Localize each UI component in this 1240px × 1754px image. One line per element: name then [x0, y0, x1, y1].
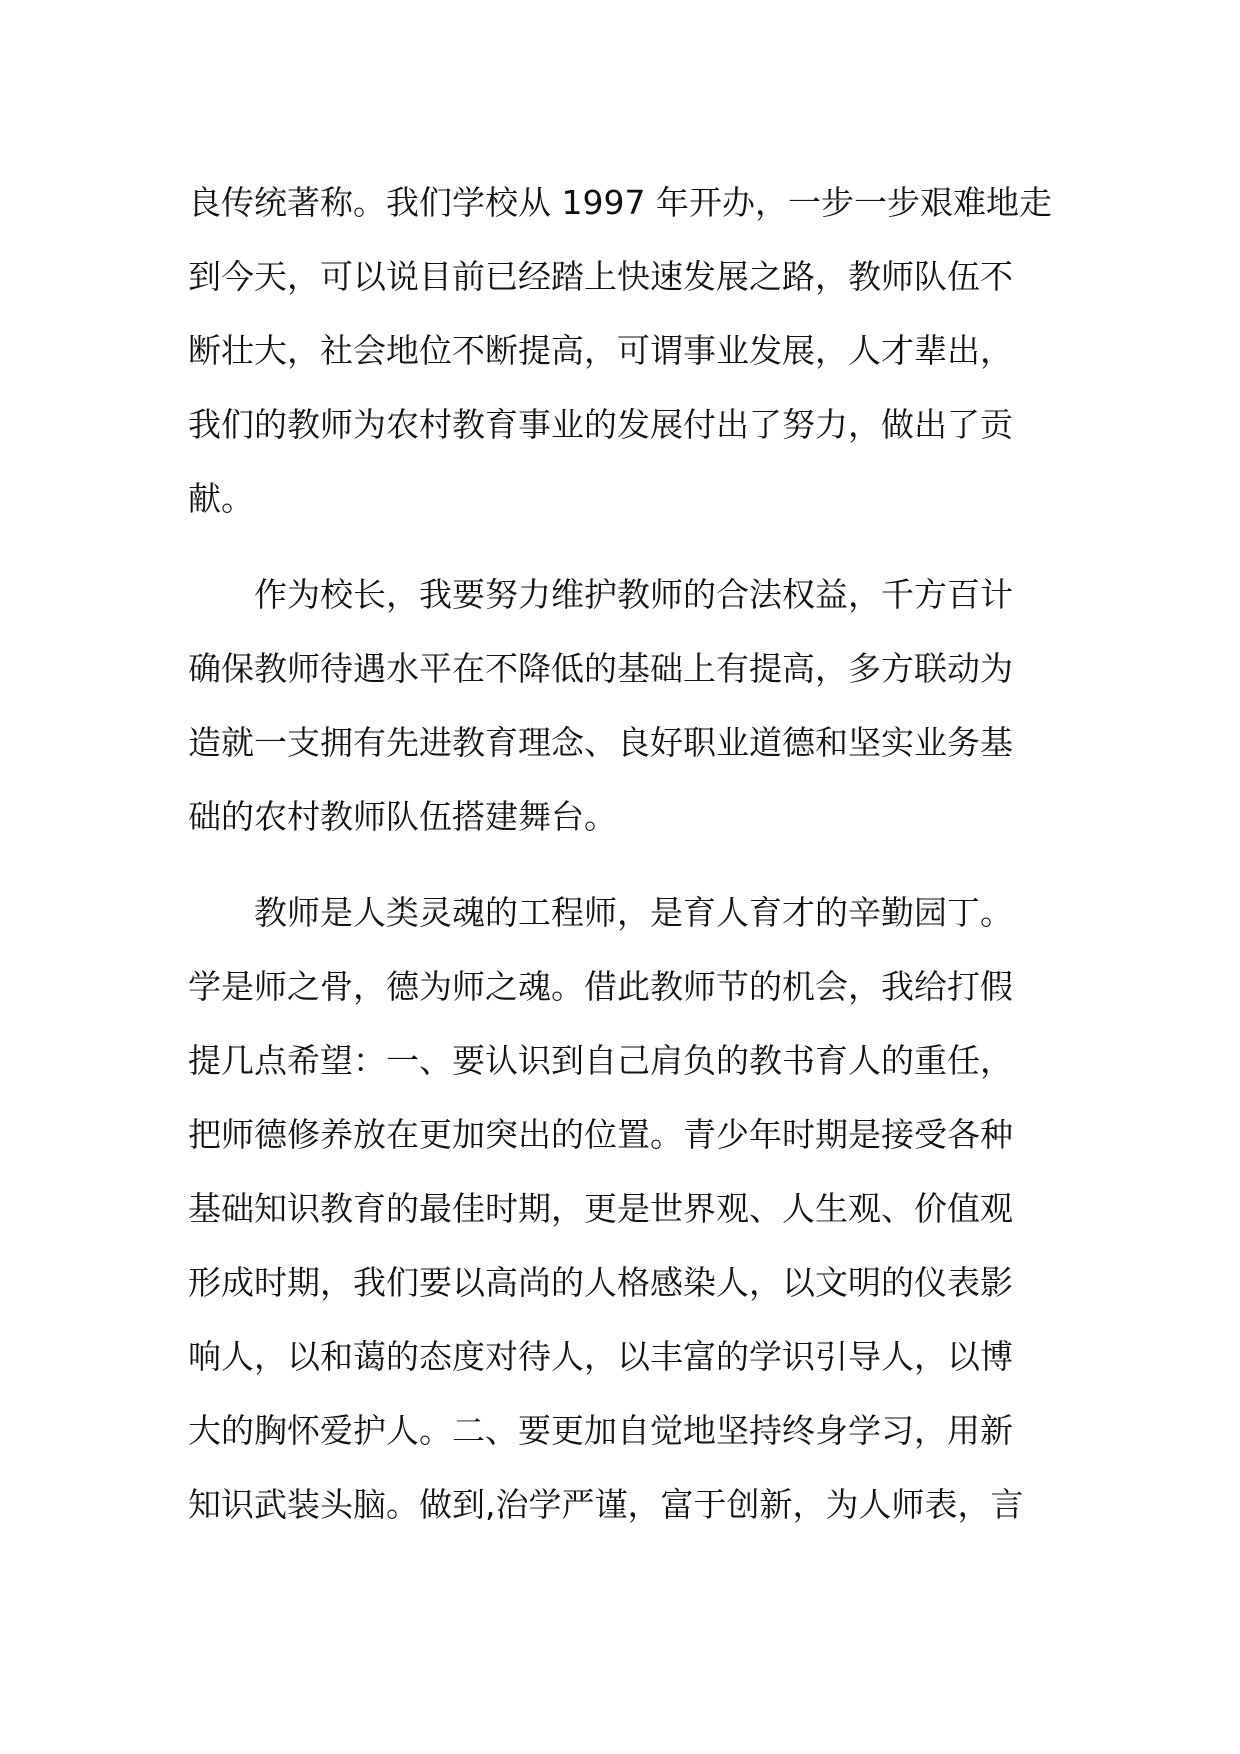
document-body: [188, 166, 1056, 1542]
paragraph: [188, 166, 1056, 536]
text-line: 良传统著称。我们学校从 1997 年开办，一步一步艰难地走: [188, 183, 1052, 222]
text-line: 到今天，可以说目前已经踏上快速发展之路，教师队伍不: [188, 257, 1013, 296]
text-line: 献。: [188, 479, 254, 518]
text-line: 确保教师待遇水平在不降低的基础上有提高，多方联动为: [188, 649, 1013, 688]
text-line: 基础知识教育的最佳时期，更是世界观、人生观、价值观: [188, 1189, 1013, 1228]
text-line: 造就一支拥有先进教育理念、良好职业道德和坚实业务基: [188, 723, 1013, 762]
paragraph: [188, 558, 1056, 854]
text-line: 大的胸怀爱护人。二、要更加自觉地坚持终身学习，用新: [188, 1411, 1013, 1450]
text-line: 形成时期，我们要以高尚的人格感染人，以文明的仪表影: [188, 1263, 1013, 1302]
text-line: 断壮大，社会地位不断提高，可谓事业发展，人才辈出，: [188, 331, 1013, 370]
text-line: 把师德修养放在更加突出的位置。青少年时期是接受各种: [188, 1115, 1013, 1154]
text-line: 作为校长，我要努力维护教师的合法权益，千方百计: [254, 575, 1013, 614]
text-line: 我们的教师为农村教育事业的发展付出了努力，做出了贡: [188, 405, 1013, 444]
paragraph: [188, 876, 1056, 1542]
text-line: 提几点希望：一、要认识到自己肩负的教书育人的重任，: [188, 1041, 1013, 1080]
text-line: 础的农村教师队伍搭建舞台。: [188, 797, 617, 836]
text-line: 教师是人类灵魂的工程师，是育人育才的辛勤园丁。: [254, 893, 1013, 932]
text-line: 知识武装头脑。做到,治学严谨，富于创新，为人师表，言: [188, 1485, 1024, 1524]
text-line: 学是师之骨，德为师之魂。借此教师节的机会，我给打假: [188, 967, 1013, 1006]
text-line: 响人，以和蔼的态度对待人，以丰富的学识引导人，以博: [188, 1337, 1013, 1376]
